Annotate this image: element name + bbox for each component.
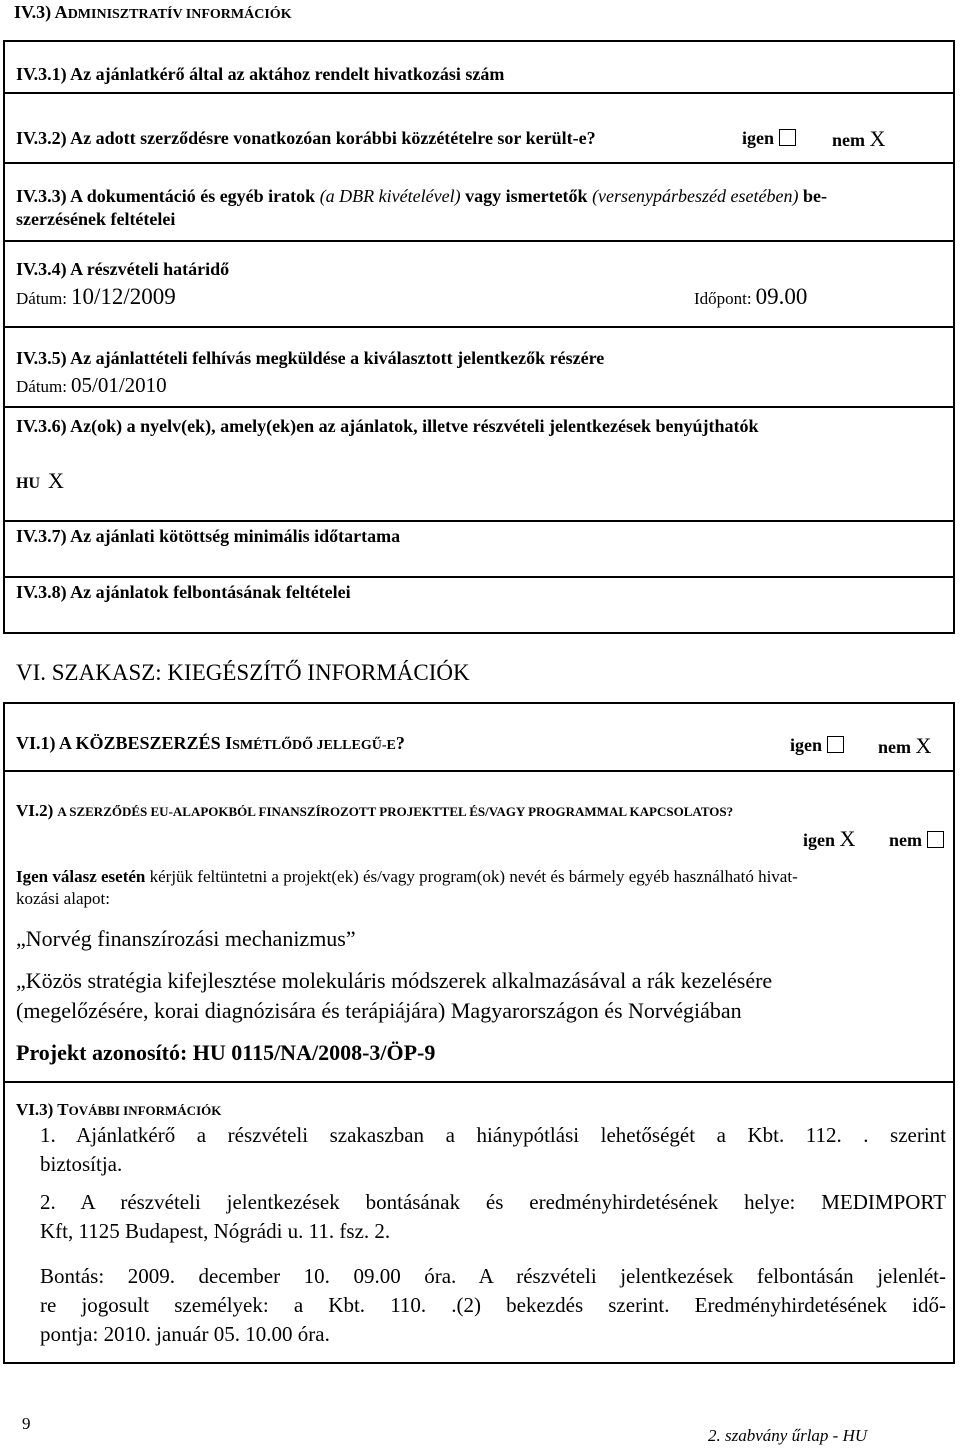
further-info-item-3: Bontás: 2009. december 10. 09.00 óra. A részvételi jelentkezések felbontásán jelenlét- re jogosult személyek: a Kbt. 110. .(2) bekezdés szerint. Eredményhirdetésének idő- pontja: 2010. január 05. 10.00 óra. bbox=[40, 1264, 946, 1346]
deadline-time: Időpont: 09.00 bbox=[694, 284, 808, 309]
yes-checkbox[interactable] bbox=[779, 129, 796, 146]
yes-checkbox[interactable] bbox=[827, 736, 844, 753]
yes-label: igen bbox=[742, 128, 796, 149]
field-box-prior-publication bbox=[3, 92, 955, 164]
instructions: Igen válasz esetén kérjük feltüntetni a projekt(ek) és/vagy program(ok) nevét és bármely egyéb használható hivat- bbox=[16, 867, 798, 886]
x-mark: X bbox=[48, 468, 64, 493]
project-id: Projekt azonosító: HU 0115/NA/2008-3/ÖP-9 bbox=[16, 1040, 436, 1065]
field-box-deadline bbox=[3, 240, 955, 328]
field-label-documentation: IV.3.3) A dokumentáció és egyéb iratok (a DBR kivételével) vagy ismertetők (versenypárbeszéd esetében) be- bbox=[16, 186, 827, 206]
field-box-invitation bbox=[3, 326, 955, 408]
deadline-date: Dátum: 10/12/2009 bbox=[16, 284, 176, 309]
field-label-reference-number: IV.3.1) Az ajánlatkérő által az aktához rendelt hivatkozási szám bbox=[16, 64, 505, 84]
no-checkbox[interactable] bbox=[927, 831, 944, 848]
further-info-item-2: 2. A részvételi jelentkezések bontásának és eredményhirdetésének helye: MEDIMPORT Kft, 1125 Budapest, Nógrádi u. 11. fsz. 2. bbox=[40, 1190, 946, 1243]
field-box-reference bbox=[3, 40, 955, 94]
yes-label: igen bbox=[790, 735, 844, 756]
page-number: 9 bbox=[22, 1414, 31, 1433]
field-label-deadline: IV.3.4) A részvételi határidő bbox=[16, 259, 230, 279]
fund-name: „Norvég finanszírozási mechanizmus” bbox=[16, 926, 356, 951]
field-label-languages: IV.3.6) Az(ok) a nyelv(ek), amely(ek)en az ajánlatok, illetve részvételi jelentkezések benyújthatók bbox=[16, 416, 759, 436]
no-option: nem bbox=[889, 830, 944, 851]
field-label-prior-publication: IV.3.2) Az adott szerződésre vonatkozóan korábbi közzétételre sor került-e? bbox=[16, 128, 596, 148]
field-box-opening bbox=[3, 576, 955, 634]
field-label-eu-funds: VI.2) A SZERZŐDÉS EU-ALAPOKBÓL FINANSZÍROZOTT PROJEKTTEL ÉS/VAGY PROGRAMMAL KAPCSOLATOS? bbox=[16, 801, 734, 820]
section-vi-title: VI. SZAKASZ: KIEGÉSZÍTŐ INFORMÁCIÓK bbox=[16, 660, 470, 685]
field-label-recurring: VI.1) A KÖZBESZERZÉS ISMÉTLŐDŐ JELLEGŰ-E? bbox=[16, 733, 405, 753]
x-mark: X bbox=[915, 733, 932, 758]
x-mark: X bbox=[869, 126, 886, 151]
x-mark: X bbox=[839, 826, 856, 851]
section-header: IV.3) ADMINISZTRATÍV INFORMÁCIÓK bbox=[14, 2, 292, 22]
field-box-languages bbox=[3, 406, 955, 522]
further-info-heading: VI.3) TOVÁBBI INFORMÁCIÓK bbox=[16, 1100, 222, 1119]
no-option: nem X bbox=[832, 126, 886, 151]
field-box-recurring bbox=[3, 702, 955, 772]
field-label-binding-period: IV.3.7) Az ajánlati kötöttség minimális időtartama bbox=[16, 526, 401, 546]
language-hu: HU X bbox=[16, 468, 64, 493]
field-box-documentation bbox=[3, 162, 955, 242]
invitation-date: Dátum: 05/01/2010 bbox=[16, 373, 167, 397]
further-info-item-1: 1. Ajánlatkérő a részvételi szakaszban a hiánypótlási lehetőségét a Kbt. 112. . szerint biztosítja. bbox=[40, 1123, 946, 1176]
field-box-binding-period bbox=[3, 520, 955, 578]
yes-option: igen X bbox=[803, 826, 856, 851]
section-divider bbox=[5, 1081, 953, 1083]
field-label-documentation-cont: szerzésének feltételei bbox=[16, 209, 176, 229]
form-name: 2. szabvány űrlap - HU bbox=[708, 1426, 868, 1445]
field-label-invitation: IV.3.5) Az ajánlattételi felhívás megküldése a kiválasztott jelentkezők részére bbox=[16, 348, 605, 368]
no-option: nem X bbox=[878, 733, 932, 758]
project-name-cont: (megelőzésére, korai diagnózisára és terápiájára) Magyarországon és Norvégiában bbox=[16, 998, 742, 1023]
instructions-cont: kozási alapot: bbox=[16, 889, 110, 908]
project-name: „Közös stratégia kifejlesztése molekuláris módszerek alkalmazásával a rák kezelésére bbox=[16, 968, 773, 993]
field-label-opening: IV.3.8) Az ajánlatok felbontásának feltételei bbox=[16, 582, 351, 602]
